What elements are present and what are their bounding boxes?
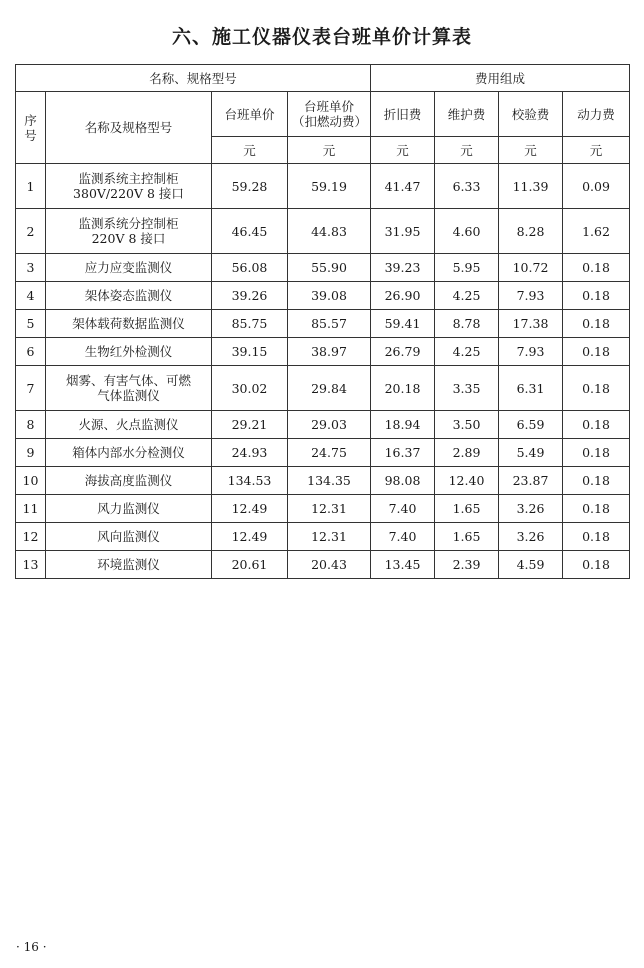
row-power: 0.18 bbox=[563, 338, 630, 366]
price-calculation-table bbox=[15, 64, 630, 579]
row-price: 59.28 bbox=[212, 164, 288, 209]
row-name bbox=[46, 209, 212, 254]
row-maintenance: 4.25 bbox=[435, 338, 499, 366]
row-index: 1 bbox=[16, 164, 46, 209]
row-depreciation: 13.45 bbox=[371, 551, 435, 579]
row-name bbox=[46, 164, 212, 209]
row-depreciation: 98.08 bbox=[371, 467, 435, 495]
row-name-line: 220V 8 接口 bbox=[91, 231, 166, 246]
row-maintenance: 2.89 bbox=[435, 439, 499, 467]
row-price-excl: 24.75 bbox=[288, 439, 371, 467]
row-name-line: 气体监测仪 bbox=[97, 388, 160, 403]
row-price: 29.21 bbox=[212, 411, 288, 439]
row-calibration: 3.26 bbox=[499, 523, 563, 551]
row-calibration: 8.28 bbox=[499, 209, 563, 254]
row-index: 13 bbox=[16, 551, 46, 579]
row-calibration: 7.93 bbox=[499, 282, 563, 310]
header-name-spec: 名称及规格型号 bbox=[46, 92, 212, 164]
row-calibration: 17.38 bbox=[499, 310, 563, 338]
row-index: 2 bbox=[16, 209, 46, 254]
unit-cell: 元 bbox=[212, 137, 288, 164]
unit-cell: 元 bbox=[499, 137, 563, 164]
table-row bbox=[16, 523, 630, 551]
row-name-line: 烟雾、有害气体、可燃 bbox=[65, 373, 191, 388]
header-index bbox=[16, 92, 46, 164]
unit-cell: 元 bbox=[435, 137, 499, 164]
row-maintenance: 2.39 bbox=[435, 551, 499, 579]
header-calibration: 校验费 bbox=[499, 92, 563, 137]
header-price-excl-line: （扣燃动费） bbox=[292, 114, 368, 129]
row-power: 1.62 bbox=[563, 209, 630, 254]
row-price-excl: 38.97 bbox=[288, 338, 371, 366]
row-price: 12.49 bbox=[212, 495, 288, 523]
row-name: 海拔高度监测仪 bbox=[46, 467, 212, 495]
row-name: 环境监测仪 bbox=[46, 551, 212, 579]
row-price: 12.49 bbox=[212, 523, 288, 551]
unit-cell: 元 bbox=[371, 137, 435, 164]
table-body bbox=[16, 164, 630, 579]
row-power: 0.18 bbox=[563, 495, 630, 523]
row-maintenance: 4.60 bbox=[435, 209, 499, 254]
row-price-excl: 134.35 bbox=[288, 467, 371, 495]
table-row bbox=[16, 467, 630, 495]
row-name: 架体载荷数据监测仪 bbox=[46, 310, 212, 338]
row-maintenance: 5.95 bbox=[435, 254, 499, 282]
row-depreciation: 31.95 bbox=[371, 209, 435, 254]
row-name: 应力应变监测仪 bbox=[46, 254, 212, 282]
row-maintenance: 1.65 bbox=[435, 495, 499, 523]
row-calibration: 23.87 bbox=[499, 467, 563, 495]
table-row bbox=[16, 254, 630, 282]
row-depreciation: 7.40 bbox=[371, 523, 435, 551]
row-power: 0.18 bbox=[563, 366, 630, 411]
row-name bbox=[46, 366, 212, 411]
row-price-excl: 85.57 bbox=[288, 310, 371, 338]
row-calibration: 11.39 bbox=[499, 164, 563, 209]
row-index: 5 bbox=[16, 310, 46, 338]
row-index: 11 bbox=[16, 495, 46, 523]
row-index: 6 bbox=[16, 338, 46, 366]
header-group-name-spec: 名称、规格型号 bbox=[16, 65, 371, 92]
row-maintenance: 8.78 bbox=[435, 310, 499, 338]
row-price-excl: 12.31 bbox=[288, 495, 371, 523]
row-calibration: 7.93 bbox=[499, 338, 563, 366]
row-maintenance: 12.40 bbox=[435, 467, 499, 495]
row-power: 0.18 bbox=[563, 523, 630, 551]
row-power: 0.18 bbox=[563, 310, 630, 338]
row-price: 20.61 bbox=[212, 551, 288, 579]
row-power: 0.18 bbox=[563, 282, 630, 310]
header-shift-price: 台班单价 bbox=[212, 92, 288, 137]
row-price-excl: 29.84 bbox=[288, 366, 371, 411]
row-calibration: 4.59 bbox=[499, 551, 563, 579]
row-price-excl: 12.31 bbox=[288, 523, 371, 551]
table-row bbox=[16, 310, 630, 338]
header-shift-price-excl-fuel bbox=[288, 92, 371, 137]
page-number: · 16 · bbox=[16, 940, 47, 954]
row-price-excl: 55.90 bbox=[288, 254, 371, 282]
row-name: 火源、火点监测仪 bbox=[46, 411, 212, 439]
table-row bbox=[16, 164, 630, 209]
row-maintenance: 6.33 bbox=[435, 164, 499, 209]
header-power: 动力费 bbox=[563, 92, 630, 137]
row-price-excl: 44.83 bbox=[288, 209, 371, 254]
table-row bbox=[16, 282, 630, 310]
header-index-line: 号 bbox=[24, 127, 37, 143]
page-title: 六、施工仪器仪表台班单价计算表 bbox=[171, 26, 472, 48]
unit-cell: 元 bbox=[563, 137, 630, 164]
row-calibration: 3.26 bbox=[499, 495, 563, 523]
row-price: 46.45 bbox=[212, 209, 288, 254]
row-price-excl: 20.43 bbox=[288, 551, 371, 579]
row-index: 8 bbox=[16, 411, 46, 439]
row-maintenance: 1.65 bbox=[435, 523, 499, 551]
table-row bbox=[16, 209, 630, 254]
row-power: 0.18 bbox=[563, 254, 630, 282]
row-depreciation: 39.23 bbox=[371, 254, 435, 282]
row-depreciation: 16.37 bbox=[371, 439, 435, 467]
row-power: 0.18 bbox=[563, 439, 630, 467]
row-name: 风向监测仪 bbox=[46, 523, 212, 551]
row-depreciation: 26.79 bbox=[371, 338, 435, 366]
row-price-excl: 39.08 bbox=[288, 282, 371, 310]
header-price-excl-line: 台班单价 bbox=[304, 99, 355, 114]
row-depreciation: 18.94 bbox=[371, 411, 435, 439]
row-maintenance: 3.35 bbox=[435, 366, 499, 411]
table-row bbox=[16, 366, 630, 411]
row-name: 箱体内部水分检测仪 bbox=[46, 439, 212, 467]
table-row bbox=[16, 495, 630, 523]
row-depreciation: 26.90 bbox=[371, 282, 435, 310]
row-index: 9 bbox=[16, 439, 46, 467]
row-depreciation: 7.40 bbox=[371, 495, 435, 523]
row-depreciation: 59.41 bbox=[371, 310, 435, 338]
row-price: 85.75 bbox=[212, 310, 288, 338]
row-name-line: 380V/220V 8 接口 bbox=[73, 186, 184, 201]
row-name: 风力监测仪 bbox=[46, 495, 212, 523]
row-index: 3 bbox=[16, 254, 46, 282]
row-power: 0.18 bbox=[563, 467, 630, 495]
table-row bbox=[16, 439, 630, 467]
row-name-line: 监测系统分控制柜 bbox=[78, 216, 179, 231]
row-price: 39.26 bbox=[212, 282, 288, 310]
row-name-line: 监测系统主控制柜 bbox=[78, 171, 179, 186]
row-name: 架体姿态监测仪 bbox=[46, 282, 212, 310]
row-power: 0.18 bbox=[563, 551, 630, 579]
row-price: 39.15 bbox=[212, 338, 288, 366]
row-price-excl: 29.03 bbox=[288, 411, 371, 439]
header-group-row bbox=[16, 65, 630, 92]
row-index: 7 bbox=[16, 366, 46, 411]
row-power: 0.18 bbox=[563, 411, 630, 439]
header-group-cost-composition: 费用组成 bbox=[371, 65, 630, 92]
header-depreciation: 折旧费 bbox=[371, 92, 435, 137]
row-maintenance: 4.25 bbox=[435, 282, 499, 310]
row-price: 24.93 bbox=[212, 439, 288, 467]
row-price: 56.08 bbox=[212, 254, 288, 282]
row-calibration: 5.49 bbox=[499, 439, 563, 467]
row-depreciation: 41.47 bbox=[371, 164, 435, 209]
row-calibration: 10.72 bbox=[499, 254, 563, 282]
row-power: 0.09 bbox=[563, 164, 630, 209]
row-price-excl: 59.19 bbox=[288, 164, 371, 209]
table-row bbox=[16, 551, 630, 579]
row-maintenance: 3.50 bbox=[435, 411, 499, 439]
table-row bbox=[16, 411, 630, 439]
row-price: 30.02 bbox=[212, 366, 288, 411]
unit-cell: 元 bbox=[288, 137, 371, 164]
header-column-row bbox=[16, 92, 630, 137]
row-calibration: 6.31 bbox=[499, 366, 563, 411]
row-price: 134.53 bbox=[212, 467, 288, 495]
table-row bbox=[16, 338, 630, 366]
row-depreciation: 20.18 bbox=[371, 366, 435, 411]
row-index: 10 bbox=[16, 467, 46, 495]
row-calibration: 6.59 bbox=[499, 411, 563, 439]
row-index: 12 bbox=[16, 523, 46, 551]
header-maintenance: 维护费 bbox=[435, 92, 499, 137]
row-index: 4 bbox=[16, 282, 46, 310]
row-name: 生物红外检测仪 bbox=[46, 338, 212, 366]
header-index-line: 序 bbox=[24, 112, 37, 128]
